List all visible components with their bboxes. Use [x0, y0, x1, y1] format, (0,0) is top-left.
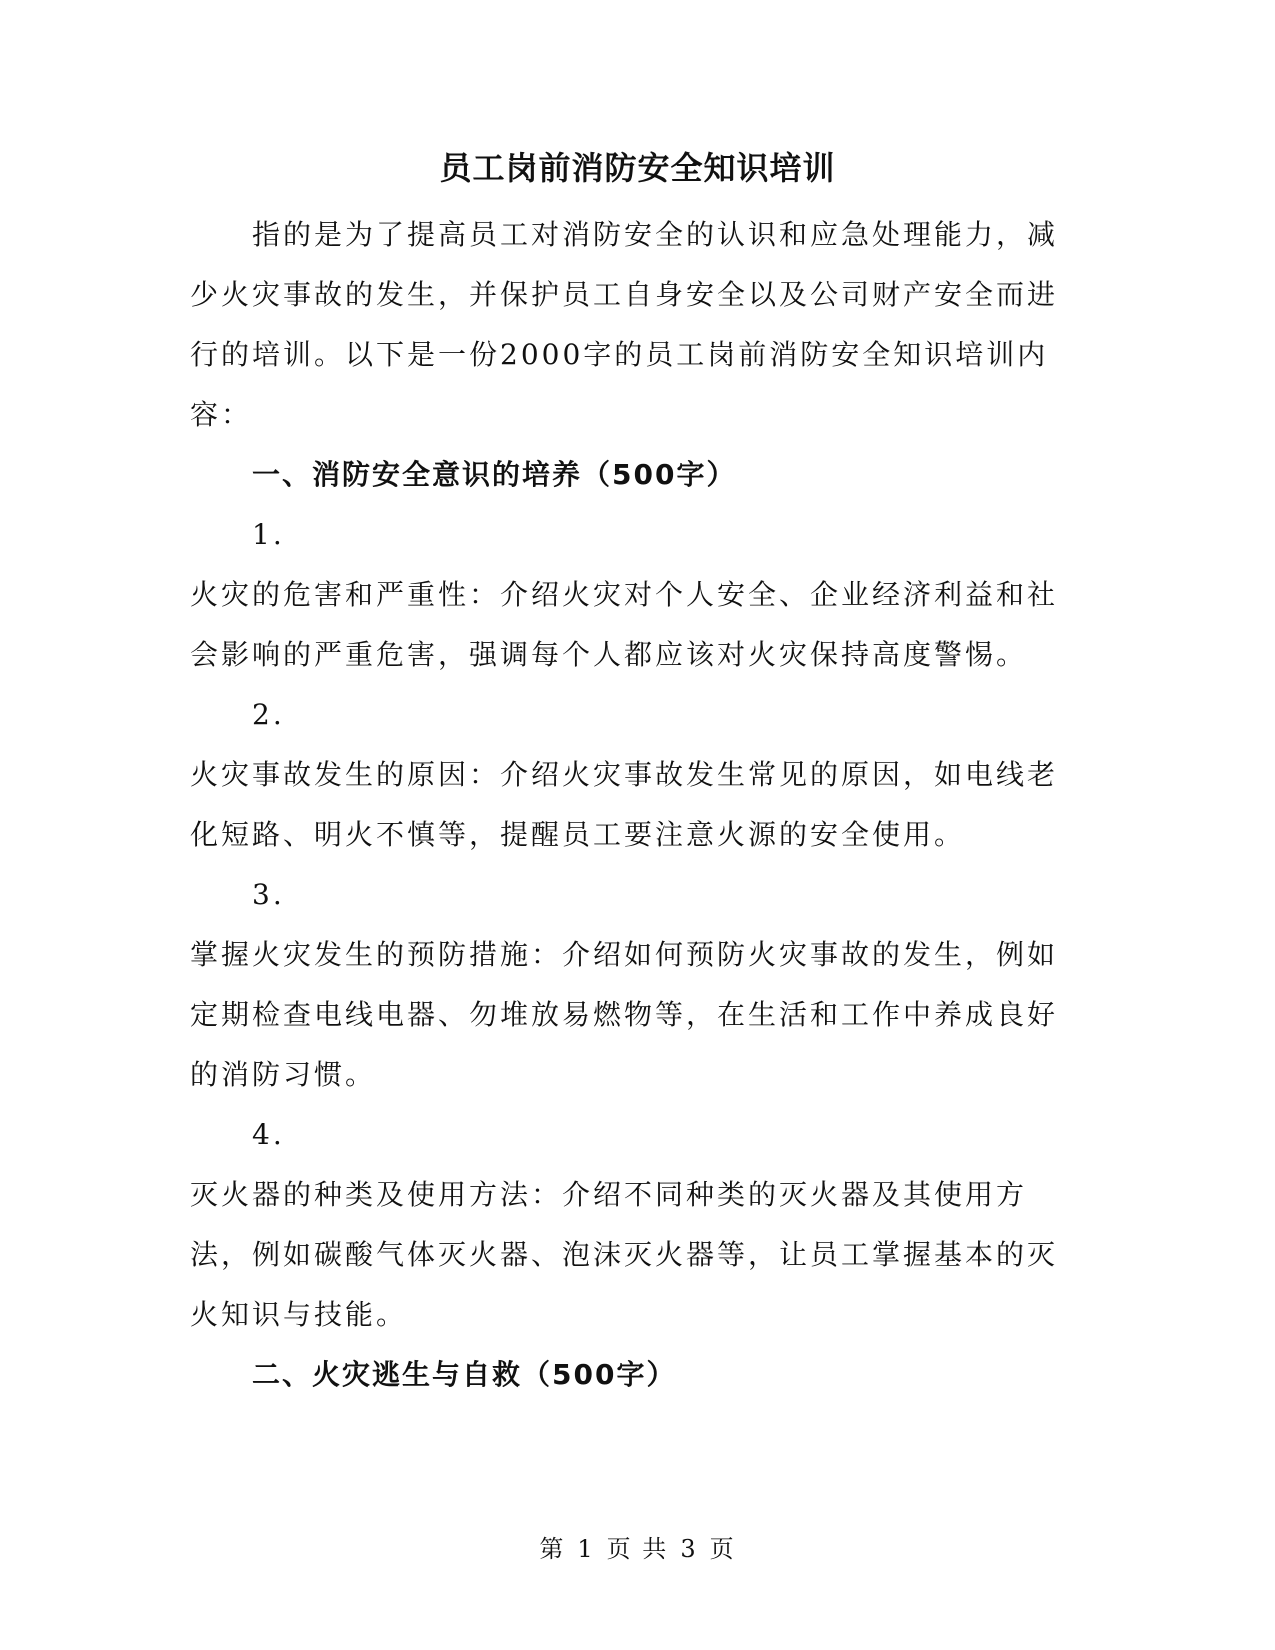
section-2-heading: 二、火灾逃生与自救（500字）: [252, 1358, 677, 1391]
document-body: [190, 205, 1062, 1405]
page-label-suffix: 页: [709, 1535, 736, 1563]
current-page-number: 1: [577, 1535, 595, 1563]
page-footer: [0, 1532, 1275, 1566]
item-1-text: 火灾的危害和严重性：介绍火灾对个人安全、企业经济利益和社会影响的严重危害，强调每个人都应该对火灾保持高度警惕。: [190, 578, 1059, 671]
document-title: 员工岗前消防安全知识培训: [439, 149, 836, 187]
item-4-text: 灭火器的种类及使用方法：介绍不同种类的灭火器及其使用方法，例如碳酸气体灭火器、泡沫灭火器等，让员工掌握基本的灭火知识与技能。: [190, 1178, 1059, 1331]
item-4-number: 4.: [252, 1118, 285, 1151]
page-label-mid: 页 共: [606, 1535, 669, 1563]
intro-paragraph: 指的是为了提高员工对消防安全的认识和应急处理能力，减少火灾事故的发生，并保护员工自身安全以及公司财产安全而进行的培训。以下是一份2000字的员工岗前消防安全知识培训内容：: [190, 218, 1059, 431]
page-label-prefix: 第: [539, 1535, 566, 1563]
section-1-heading: 一、消防安全意识的培养（500字）: [252, 458, 737, 491]
item-2-text: 火灾事故发生的原因：介绍火灾事故发生常见的原因，如电线老化短路、明火不慎等，提醒员工要注意火源的安全使用。: [190, 758, 1059, 851]
total-pages-number: 3: [680, 1535, 698, 1563]
item-1-number: 1.: [252, 518, 285, 551]
item-3-number: 3.: [252, 878, 285, 911]
item-2-number: 2.: [252, 698, 285, 731]
item-3-text: 掌握火灾发生的预防措施：介绍如何预防火灾事故的发生，例如定期检查电线电器、勿堆放易燃物等，在生活和工作中养成良好的消防习惯。: [190, 938, 1059, 1091]
